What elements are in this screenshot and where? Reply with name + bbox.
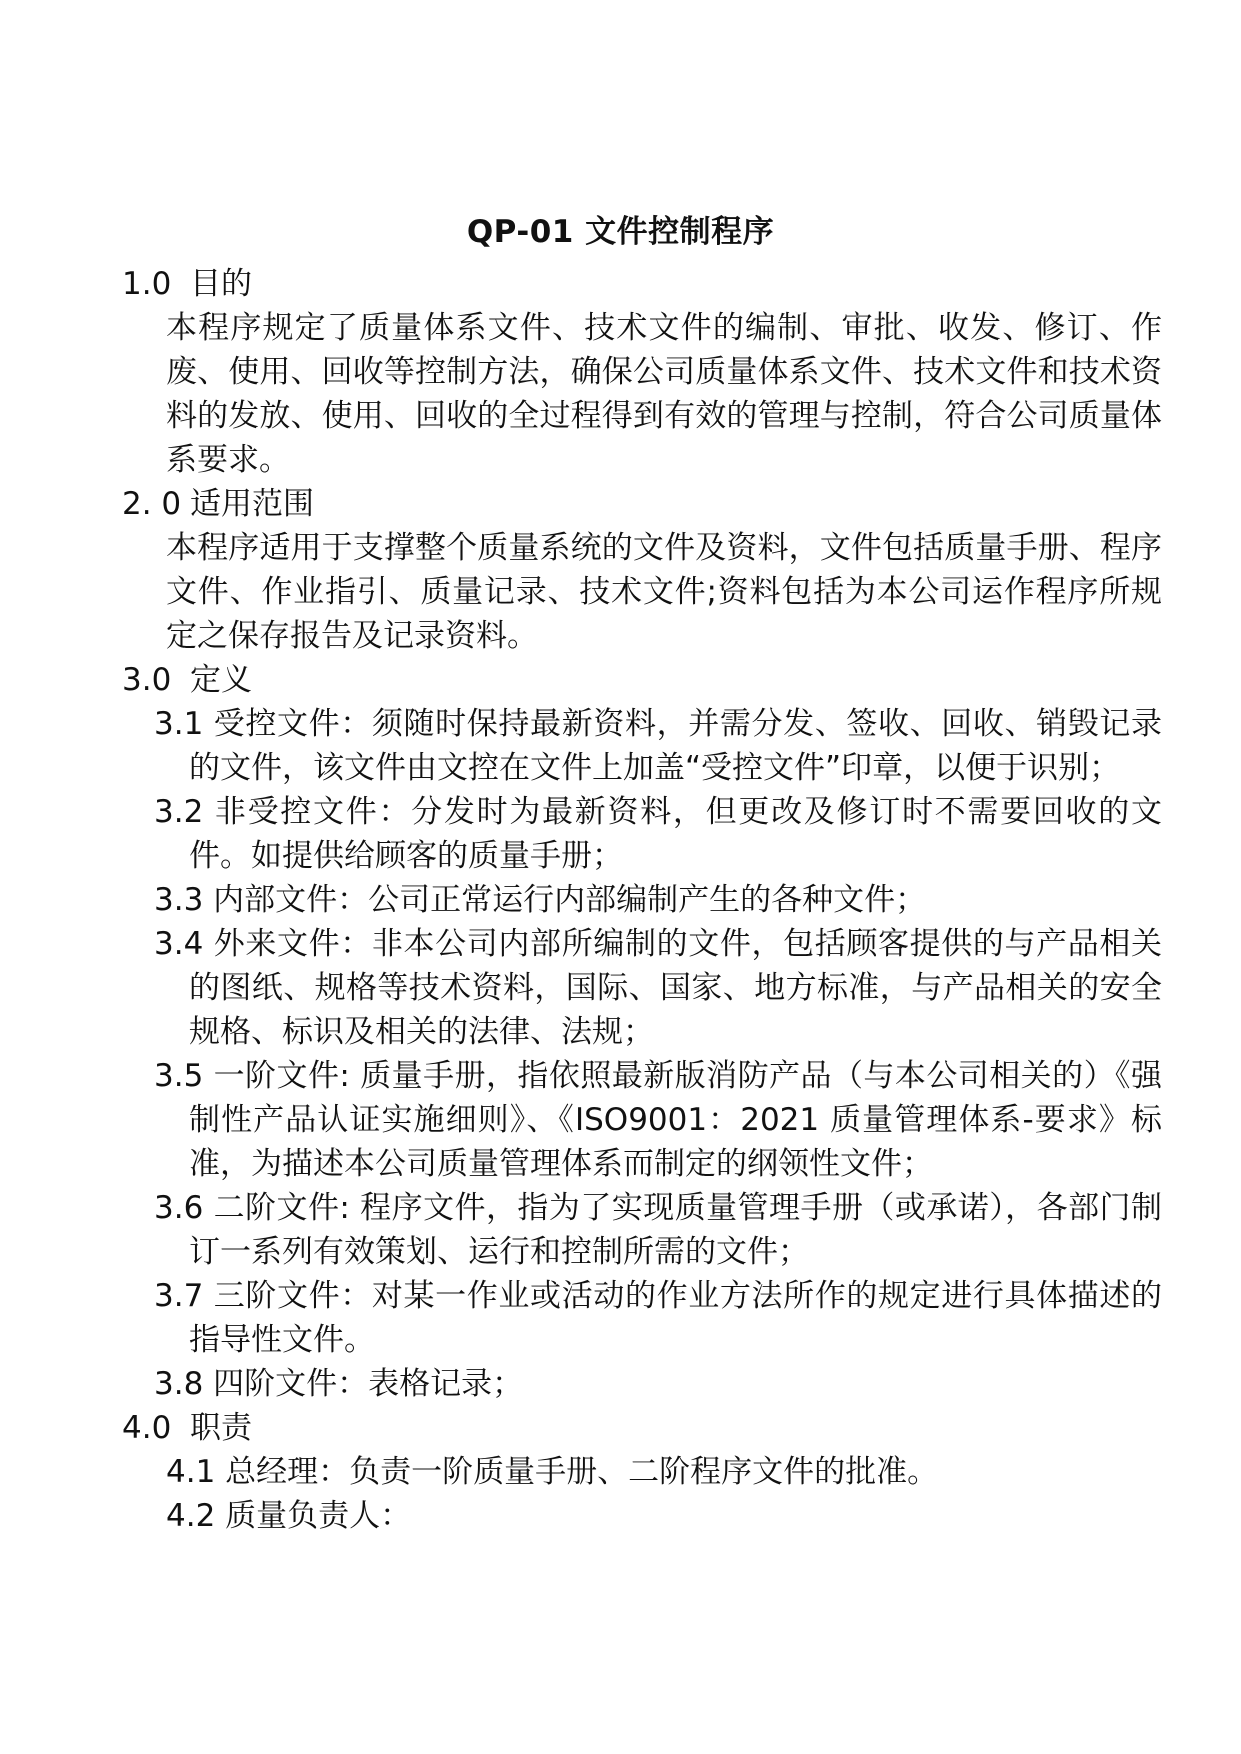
definition-item-level-two-document: 3.6 二阶文件: 程序文件，指为了实现质量管理手册（或承诺），各部门制订一系列有效策划、运行和控制所需的文件； [154, 1190, 1162, 1270]
definition-item-level-four-document: 3.8 四阶文件：表格记录； [154, 1366, 524, 1402]
section-heading-definitions [122, 658, 1162, 702]
definition-item-controlled-document: 3.1 受控文件：须随时保持最新资料，并需分发、签收、回收、销毁记录的文件，该文件由文控在文件上加盖“受控文件”印章，以便于识别； [154, 706, 1162, 786]
document-body [122, 262, 1162, 1538]
purpose-paragraph: 本程序规定了质量体系文件、技术文件的编制、审批、收发、修订、作废、使用、回收等控制方法，确保公司质量体系文件、技术文件和技术资料的发放、使用、回收的全过程得到有效的管理与控制，符合公司质量体系要求。 [166, 310, 1162, 478]
definition-item-level-one-document: 3.5 一阶文件: 质量手册，指依照最新版消防产品（与本公司相关的）《强制性产品认证实施细则》、《ISO9001：2021 质量管理体系-要求》标准，为描述本公司质量管理体系而制定的纲领性文件； [154, 1058, 1162, 1182]
definition-item-level-three-document: 3.7 三阶文件：对某一作业或活动的作业方法所作的规定进行具体描述的指导性文件。 [154, 1278, 1162, 1358]
section-number: 3.0 [122, 662, 172, 698]
section-title: 职责 [190, 1410, 252, 1446]
definition-item-external-document: 3.4 外来文件：非本公司内部所编制的文件，包括顾客提供的与产品相关的图纸、规格等技术资料，国际、国家、地方标准，与产品相关的安全规格、标识及相关的法律、法规； [154, 926, 1162, 1050]
section-heading-purpose [122, 262, 1162, 306]
section-title: 定义 [190, 662, 252, 698]
section-number: 4.0 [122, 1410, 172, 1446]
scope-paragraph: 本程序适用于支撑整个质量系统的文件及资料，文件包括质量手册、程序文件、作业指引、质量记录、技术文件;资料包括为本公司运作程序所规定之保存报告及记录资料。 [166, 530, 1162, 654]
section-title: 目的 [190, 266, 252, 302]
section-number: 2. 0 [122, 486, 182, 522]
responsibility-item-quality-manager: 4.2 质量负责人： [166, 1498, 412, 1534]
section-heading-scope [122, 482, 1162, 526]
section-number: 1.0 [122, 266, 172, 302]
definition-item-internal-document: 3.3 内部文件：公司正常运行内部编制产生的各种文件； [154, 882, 927, 918]
section-title: 适用范围 [190, 486, 314, 522]
definition-item-uncontrolled-document: 3.2 非受控文件：分发时为最新资料，但更改及修订时不需要回收的文件。如提供给顾客的质量手册； [154, 794, 1162, 874]
responsibility-item-general-manager: 4.1 总经理：负责一阶质量手册、二阶程序文件的批准。 [166, 1454, 939, 1490]
section-heading-responsibilities [122, 1406, 1162, 1450]
document-title: QP-01 文件控制程序 [466, 214, 775, 250]
